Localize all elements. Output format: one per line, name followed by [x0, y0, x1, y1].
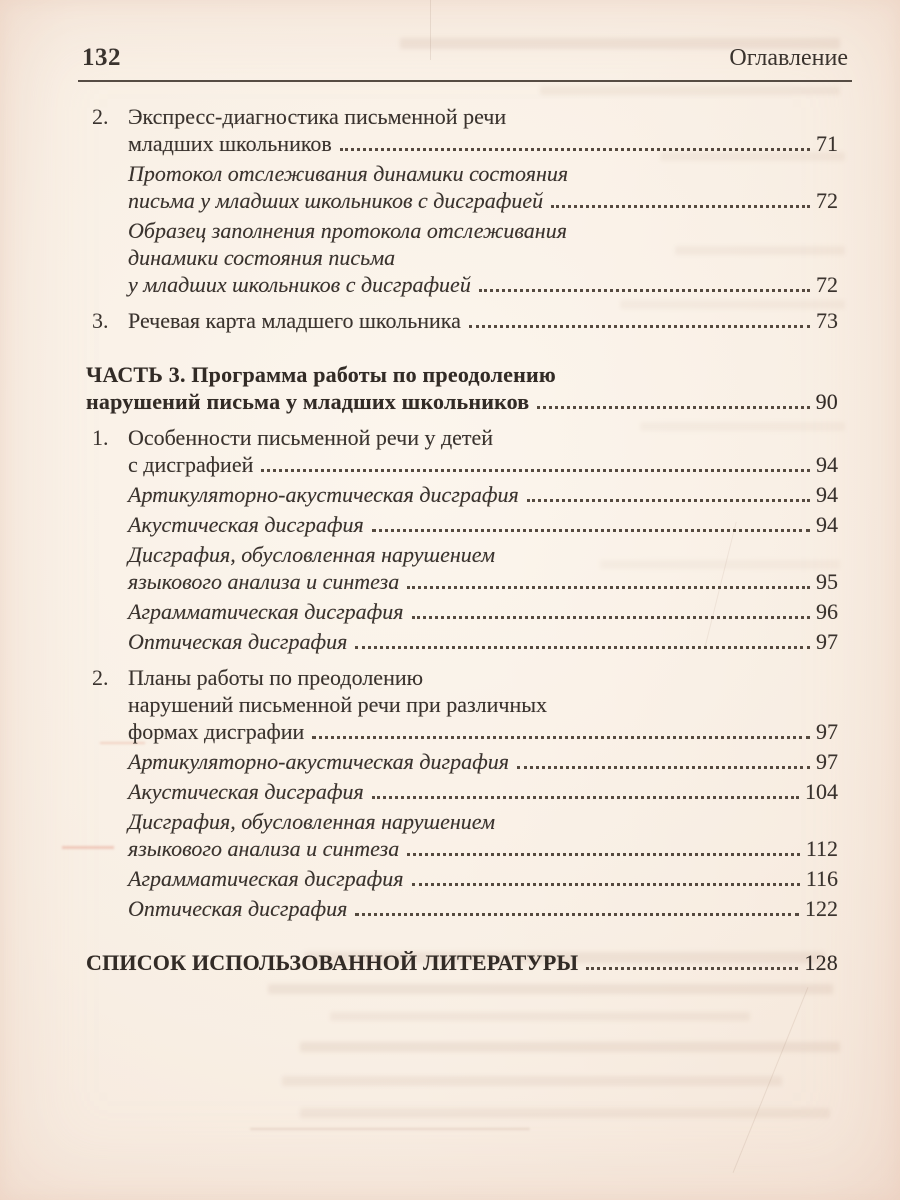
toc-entry — [78, 895, 852, 922]
toc-entry-title: ЧАСТЬ 3. Программа работы по преодолению — [86, 362, 556, 387]
toc-entry-title: младших школьников — [128, 131, 332, 156]
toc-entry-title: Дисграфия, обусловленная нарушением — [128, 809, 496, 834]
toc-entry-line — [78, 541, 852, 568]
dot-leader — [412, 616, 810, 619]
toc-entry — [78, 598, 852, 625]
toc-entry-title: Акустическая дисграфия — [128, 512, 364, 537]
toc-entry-title: письма у младших школьников с дисграфией — [128, 188, 544, 213]
bleed-through-text — [330, 1012, 750, 1021]
toc-entry-line — [78, 103, 852, 130]
toc-entry-number: 2. — [92, 665, 109, 690]
toc-entry-title: Экспресс-диагностика письменной речи — [128, 104, 507, 129]
toc-entry-page-number: 95 — [816, 569, 838, 594]
toc-entry-line — [78, 835, 852, 862]
toc-entry — [78, 664, 852, 745]
dot-leader — [586, 967, 798, 970]
toc-entry-line — [78, 949, 852, 976]
dot-leader — [412, 883, 800, 886]
toc-entry — [78, 481, 852, 508]
dot-leader — [372, 529, 810, 532]
toc-entry-title: Аграмматическая дисграфия — [128, 599, 404, 624]
dot-leader — [479, 289, 810, 292]
bleed-through-text — [300, 1042, 840, 1052]
toc-entry-line — [78, 808, 852, 835]
dot-leader — [527, 499, 810, 502]
toc-entry-title: Особенности письменной речи у детей — [128, 425, 494, 450]
toc-entry-page-number: 72 — [816, 188, 838, 213]
dot-leader — [469, 325, 810, 328]
dot-leader — [517, 766, 810, 769]
toc-entry-title: Артикуляторно-акустическая дисграфия — [128, 482, 519, 507]
toc-entry-title: Аграмматическая дисграфия — [128, 866, 404, 891]
toc-entry-title: Протокол отслеживания динамики состояния — [128, 161, 569, 186]
toc-entry — [78, 424, 852, 478]
toc-entry — [78, 361, 852, 415]
toc-entry-page-number: 72 — [816, 272, 838, 297]
toc-entry-title: Оптическая дисграфия — [128, 896, 348, 921]
toc-entry-line — [78, 130, 852, 157]
toc-entry-title: Речевая карта младшего школьника — [128, 308, 461, 333]
toc-entry-title: формах дисграфии — [128, 719, 305, 744]
toc-entry-line — [78, 187, 852, 214]
dot-leader — [355, 646, 810, 649]
toc-entry-line — [78, 451, 852, 478]
bleed-through-text — [268, 984, 833, 994]
toc-entry-line — [78, 568, 852, 595]
running-title: Оглавление — [729, 45, 848, 71]
toc-entry-title: с дисграфией — [128, 452, 254, 477]
toc-entry-line — [78, 424, 852, 451]
toc-entry-title: Акустическая дисграфия — [128, 779, 364, 804]
toc-entry-page-number: 104 — [805, 779, 838, 804]
toc-entry-title: языкового анализа и синтеза — [128, 569, 400, 594]
dot-leader — [551, 205, 810, 208]
paper-scratch — [733, 987, 809, 1173]
folio-page-number: 132 — [82, 44, 121, 71]
toc-entry-line — [78, 628, 852, 655]
toc-entry-line — [78, 865, 852, 892]
toc-entry-line — [78, 664, 852, 691]
bleed-through-text — [282, 1076, 782, 1086]
toc-entry-page-number: 94 — [816, 482, 838, 507]
toc-entry-page-number: 71 — [816, 131, 838, 156]
toc-entry-page-number: 116 — [805, 866, 838, 891]
toc-entry-page-number: 97 — [816, 719, 838, 744]
toc-entry-title: Оптическая дисграфия — [128, 629, 348, 654]
toc-entry — [78, 628, 852, 655]
toc-entry — [78, 748, 852, 775]
toc-entry-number: 2. — [92, 104, 109, 129]
toc-entry-title: Образец заполнения протокола отслеживания — [128, 218, 567, 243]
toc-entry-line — [78, 748, 852, 775]
toc-entry-title: у младших школьников с дисграфией — [128, 272, 471, 297]
toc-entry-line — [78, 718, 852, 745]
dot-leader — [407, 586, 810, 589]
toc-entry — [78, 808, 852, 862]
toc-entry — [78, 217, 852, 298]
dot-leader — [340, 148, 810, 151]
toc-entry-title: нарушений письма у младших школьников — [86, 389, 530, 414]
toc-entry-title: Артикуляторно-акустическая диграфия — [128, 749, 509, 774]
toc-entry-page-number: 96 — [816, 599, 838, 624]
toc-entry — [78, 103, 852, 157]
toc-list — [78, 103, 852, 976]
bleed-through-text — [300, 1108, 830, 1118]
toc-entry — [78, 307, 852, 334]
toc-entry-title: Дисграфия, обусловленная нарушением — [128, 542, 496, 567]
page-content — [78, 44, 852, 976]
page-header — [78, 44, 852, 82]
toc-entry-number: 3. — [92, 308, 109, 333]
toc-entry-page-number: 97 — [816, 629, 838, 654]
dot-leader — [372, 796, 799, 799]
toc-entry — [78, 778, 852, 805]
toc-entry-page-number: 94 — [816, 452, 838, 477]
toc-entry-title: нарушений письменной речи при различных — [128, 692, 548, 717]
toc-entry-line — [78, 481, 852, 508]
bleed-through-rule — [250, 1128, 530, 1130]
toc-entry-page-number: 128 — [804, 950, 838, 975]
toc-entry-line — [78, 361, 852, 388]
dot-leader — [407, 853, 800, 856]
toc-entry-line — [78, 598, 852, 625]
toc-entry-page-number: 122 — [805, 896, 838, 921]
toc-entry-page-number: 73 — [816, 308, 838, 333]
toc-entry — [78, 160, 852, 214]
toc-entry — [78, 541, 852, 595]
toc-entry-page-number: 90 — [815, 389, 838, 414]
toc-entry — [78, 949, 852, 976]
toc-entry-line — [78, 244, 852, 271]
dot-leader — [355, 913, 799, 916]
toc-entry-line — [78, 691, 852, 718]
toc-entry-number: 1. — [92, 425, 109, 450]
toc-entry — [78, 865, 852, 892]
toc-entry-line — [78, 388, 852, 415]
toc-entry-line — [78, 895, 852, 922]
toc-entry-line — [78, 271, 852, 298]
toc-entry-line — [78, 778, 852, 805]
toc-entry-title: СПИСОК ИСПОЛЬЗОВАННОЙ ЛИТЕРАТУРЫ — [86, 950, 579, 975]
toc-entry-page-number: 97 — [816, 749, 838, 774]
dot-leader — [261, 469, 810, 472]
toc-entry-line — [78, 307, 852, 334]
dot-leader — [312, 736, 810, 739]
toc-entry-title: динамики состояния письма — [128, 245, 396, 270]
toc-entry-line — [78, 511, 852, 538]
toc-entry-page-number: 112 — [805, 836, 838, 861]
toc-entry-page-number: 94 — [816, 512, 838, 537]
toc-entry-line — [78, 217, 852, 244]
toc-entry-line — [78, 160, 852, 187]
toc-entry-title: Планы работы по преодолению — [128, 665, 424, 690]
toc-entry-title: языкового анализа и синтеза — [128, 836, 400, 861]
dot-leader — [537, 406, 809, 409]
toc-entry — [78, 511, 852, 538]
